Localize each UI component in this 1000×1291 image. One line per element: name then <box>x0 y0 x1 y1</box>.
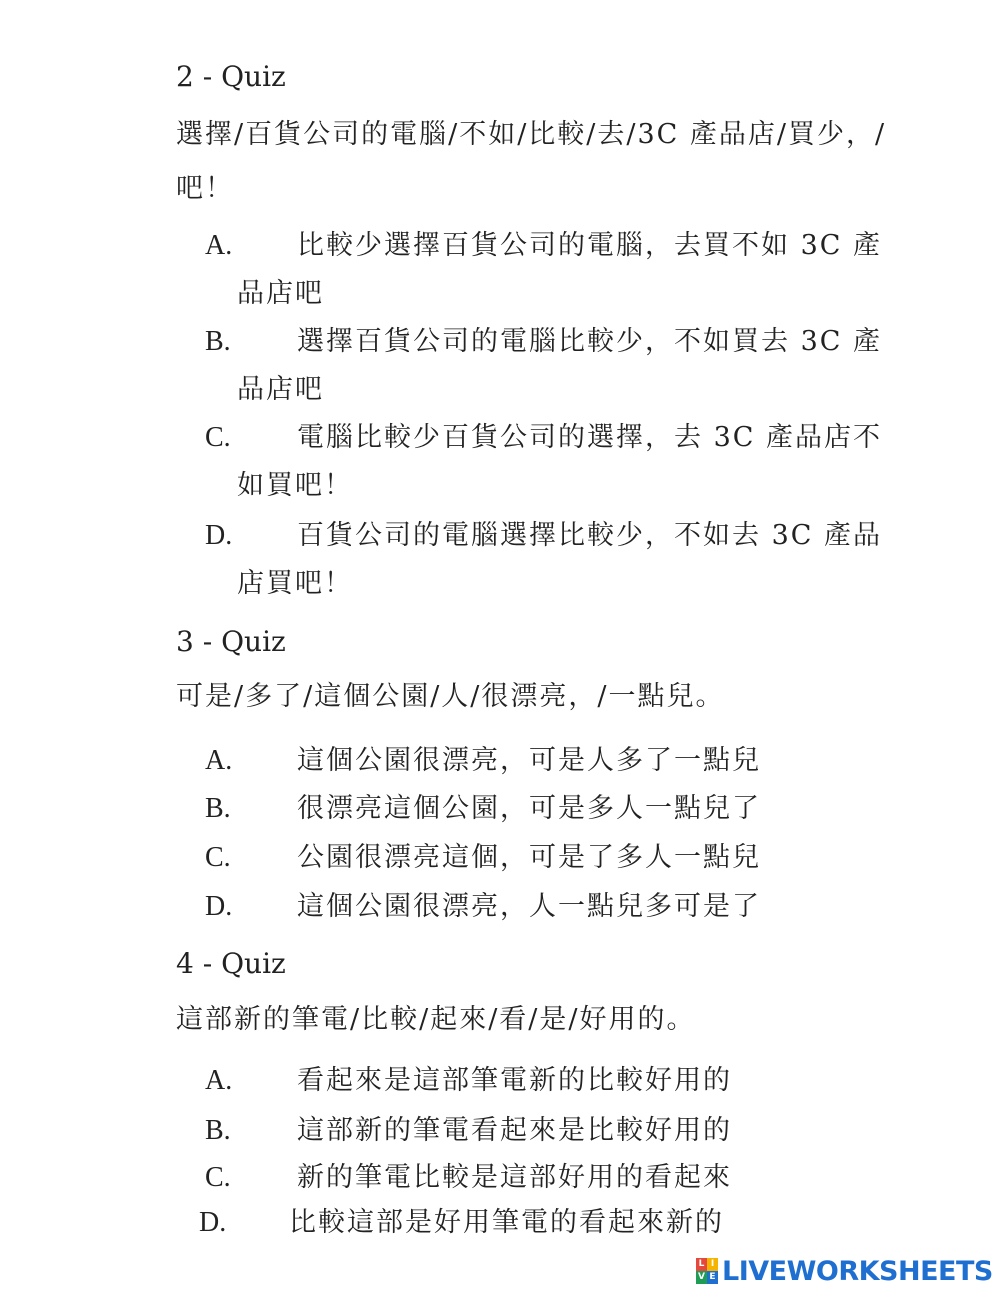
option-text: 百貨公司的電腦選擇比較少，不如去 3C 產品 <box>297 520 883 551</box>
quiz-4-option-b[interactable] <box>205 1107 945 1155</box>
quiz-3-option-b[interactable] <box>205 785 945 833</box>
logo-icon-v: V <box>696 1271 707 1284</box>
option-text: 這個公園很漂亮，可是人多了一點兒 <box>297 745 761 776</box>
option-letter: B. <box>205 793 231 824</box>
option-text: 公園很漂亮這個，可是了多人一點兒 <box>297 842 761 873</box>
option-letter: A. <box>205 745 233 776</box>
liveworksheets-logo <box>696 1254 993 1288</box>
liveworksheets-logo-icon <box>696 1258 718 1284</box>
quiz-4-option-d[interactable] <box>199 1199 939 1247</box>
quiz-4-title: 4 - Quiz <box>176 947 286 980</box>
option-letter: B. <box>205 326 231 357</box>
quiz-4-option-c[interactable] <box>205 1154 945 1202</box>
quiz-2-prompt-line2: 吧！ <box>176 173 234 204</box>
option-text-cont: 品店吧 <box>237 278 324 309</box>
option-letter: A. <box>205 230 233 261</box>
option-letter: D. <box>199 1207 227 1238</box>
option-letter: C. <box>205 1162 231 1193</box>
quiz-2-option-b[interactable] <box>205 318 945 414</box>
quiz-4-prompt-line1: 這部新的筆電/比較/起來/看/是/好用的。 <box>176 1004 696 1035</box>
option-text: 比較這部是好用筆電的看起來新的 <box>289 1207 724 1238</box>
quiz-3-title: 3 - Quiz <box>176 625 286 658</box>
quiz-2-option-c[interactable] <box>205 414 945 510</box>
option-letter: B. <box>205 1115 231 1146</box>
quiz-4-option-a[interactable] <box>205 1057 945 1105</box>
option-text-cont: 品店吧 <box>237 374 324 405</box>
option-text: 選擇百貨公司的電腦比較少，不如買去 3C 產 <box>297 326 883 357</box>
option-letter: D. <box>205 891 233 922</box>
option-text: 看起來是這部筆電新的比較好用的 <box>297 1065 732 1096</box>
quiz-3-option-d[interactable] <box>205 883 945 931</box>
quiz-3-prompt-line1: 可是/多了/這個公園/人/很漂亮，/一點兒。 <box>176 681 725 712</box>
quiz-2-option-d[interactable] <box>205 512 945 608</box>
quiz-3-option-c[interactable] <box>205 834 945 882</box>
option-text: 電腦比較少百貨公司的選擇，去 3C 產品店不 <box>297 422 883 453</box>
logo-icon-e: E <box>707 1271 718 1284</box>
option-text: 這個公園很漂亮，人一點兒多可是了 <box>297 891 761 922</box>
option-text-cont: 如買吧！ <box>237 470 353 501</box>
option-text: 這部新的筆電看起來是比較好用的 <box>297 1115 732 1146</box>
quiz-2-title: 2 - Quiz <box>176 60 286 93</box>
quiz-3-option-a[interactable] <box>205 737 945 785</box>
quiz-2-option-a[interactable] <box>205 222 945 318</box>
option-letter: D. <box>205 520 233 551</box>
logo-icon-i: I <box>707 1258 718 1271</box>
option-text-cont: 店買吧！ <box>237 568 353 599</box>
quiz-2-prompt <box>176 108 946 216</box>
option-letter: A. <box>205 1065 233 1096</box>
option-text: 新的筆電比較是這部好用的看起來 <box>297 1162 732 1193</box>
quiz-4-prompt <box>176 993 946 1047</box>
option-text: 比較少選擇百貨公司的電腦，去買不如 3C 產 <box>297 230 883 261</box>
option-letter: C. <box>205 422 231 453</box>
liveworksheets-logo-text: LIVEWORKSHEETS <box>722 1255 993 1287</box>
option-text: 很漂亮這個公園，可是多人一點兒了 <box>297 793 761 824</box>
option-letter: C. <box>205 842 231 873</box>
quiz-3-prompt <box>176 670 946 724</box>
quiz-2-prompt-line1: 選擇/百貨公司的電腦/不如/比較/去/3C 產品店/買少，/ <box>176 119 887 150</box>
logo-icon-l: L <box>696 1258 707 1271</box>
